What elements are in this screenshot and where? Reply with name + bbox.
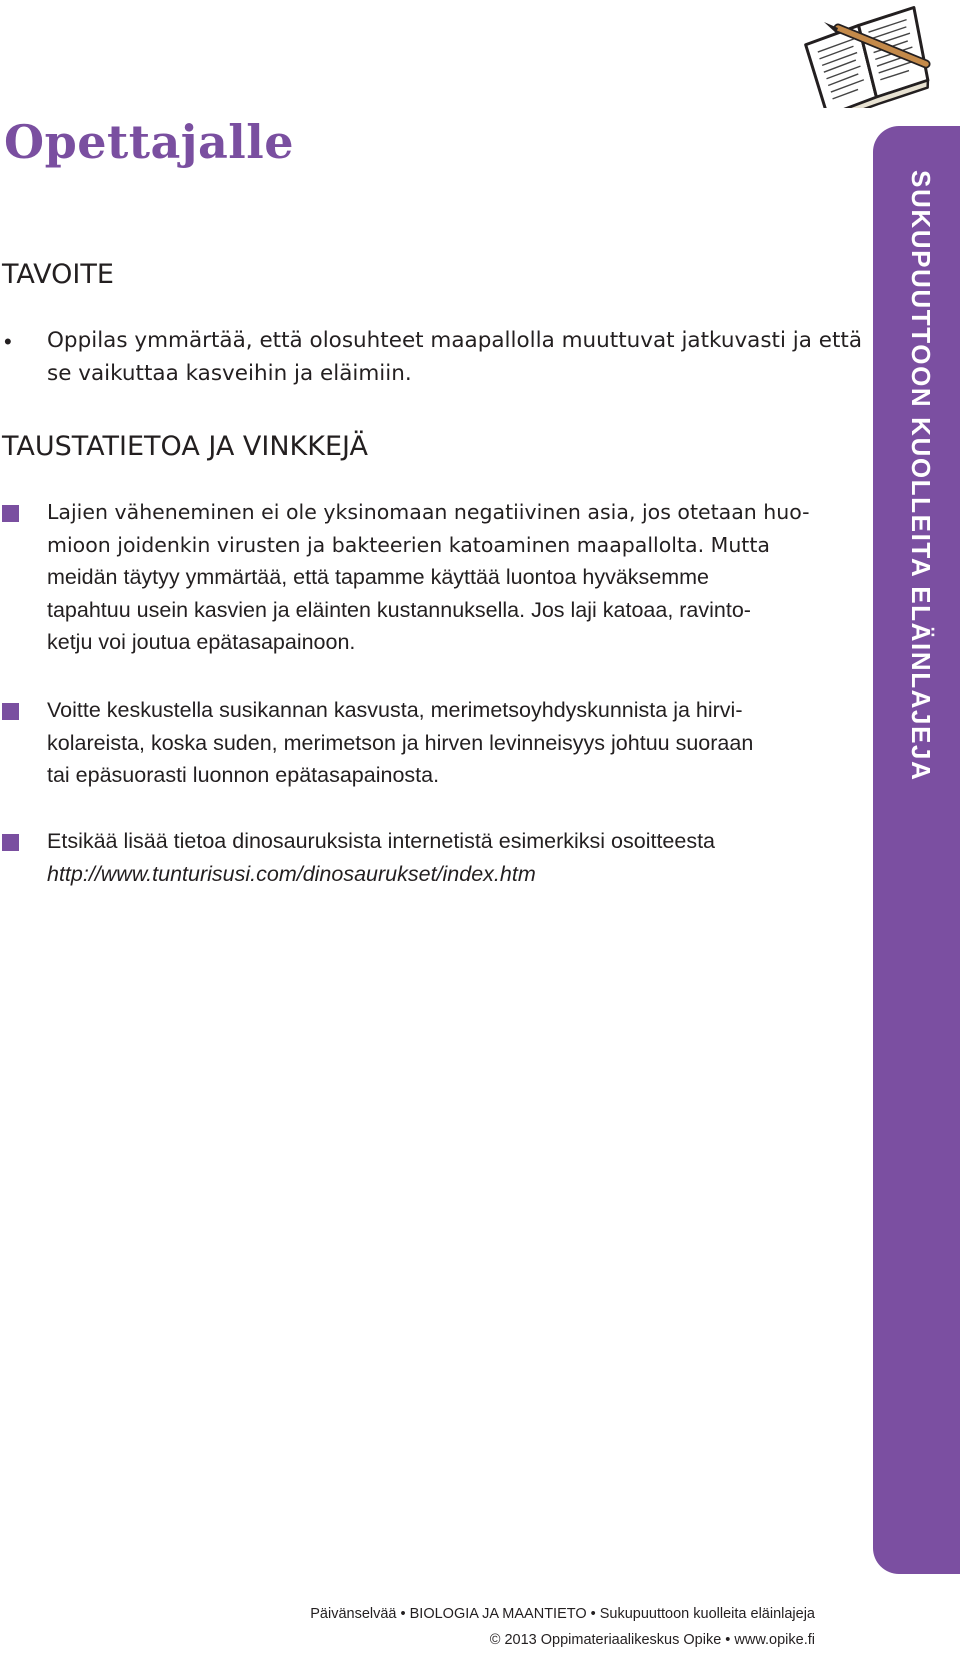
text-line: ketju voi joutua epätasapainoon.	[47, 630, 356, 654]
text-line: Etsikää lisää tietoa dinosauruksista internetistä esimerkiksi osoitteesta	[47, 829, 716, 853]
text-line: Lajien väheneminen ei ole yksinomaan negatiivinen asia, jos otetaan huo-	[47, 500, 810, 524]
list-item-text	[47, 825, 807, 890]
square-bullet-icon	[2, 703, 19, 720]
text-line: kolareista, koska suden, merimetson ja hirven levinneisyys johtuu suoraan	[47, 730, 754, 755]
text-line: mioon joidenkin virusten ja bakteerien katoaminen maapallolta. Mutta	[47, 532, 770, 557]
text-line: se vaikuttaa kasveihin ja eläimiin.	[47, 360, 412, 386]
section-heading-background: TAUSTATIETOA JA VINKKEJÄ	[2, 431, 368, 462]
footer-line: Päivänselvää • BIOLOGIA JA MAANTIETO • Sukupuuttoon kuolleita eläinlajeja	[310, 1606, 815, 1622]
square-bullet-icon	[2, 834, 19, 851]
list-item-text	[47, 694, 807, 792]
text-line: meidän täytyy ymmärtää, että tapamme käyttää luontoa hyväksemme	[47, 565, 710, 589]
list-item-text	[47, 496, 810, 659]
open-book-with-pen-icon	[800, 0, 935, 108]
text-line: Oppilas ymmärtää, että olosuhteet maapallolla muuttuvat jatkuvasti ja että	[47, 328, 863, 353]
footer-copyright: © 2013 Oppimateriaalikeskus Opike • www.opike.fi	[489, 1632, 815, 1648]
square-bullet-icon	[2, 505, 19, 522]
text-line: Voitte keskustella susikannan kasvusta, merimetsoyhdyskunnista ja hirvi-	[47, 698, 743, 722]
bullet-icon: •	[4, 329, 12, 354]
url-link[interactable]: http://www.tunturisusi.com/dinosaurukset/index.htm	[47, 861, 536, 886]
side-tab-label: SUKUPUUTTOON KUOLLEITA ELÄINLAJEJA	[906, 170, 936, 782]
list-item-text	[47, 325, 863, 390]
section-heading-goal: TAVOITE	[2, 259, 114, 290]
text-line: tapahtuu usein kasvien ja eläinten kustannuksella. Jos laji katoaa, ravinto-	[47, 597, 751, 622]
page-title: Opettajalle	[4, 115, 294, 169]
text-line: tai epäsuorasti luonnon epätasapainosta.	[47, 763, 440, 787]
